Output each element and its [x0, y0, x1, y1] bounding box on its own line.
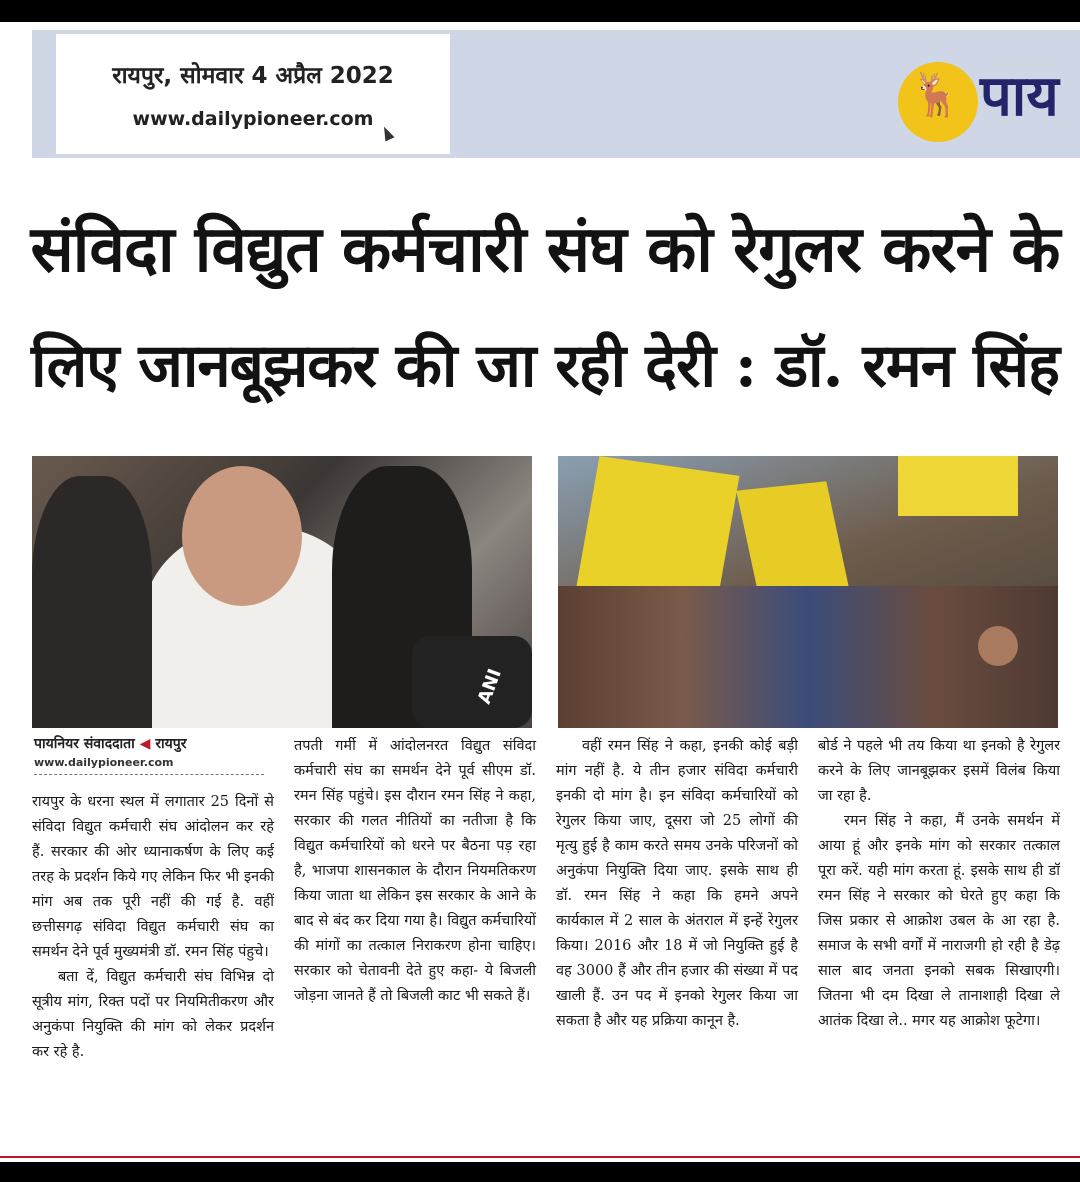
photo-microphones: [412, 636, 532, 728]
paragraph: बोर्ड ने पहले भी तय किया था इनको है रेगुलर करने के लिए जानबूझकर इसमें विलंब किया जा रहा है.: [818, 738, 1060, 804]
article-column-2: [294, 734, 536, 1009]
paragraph: तपती गर्मी में आंदोलनरत विद्युत संविदा कर्मचारी संघ का समर्थन देने पूर्व सीएम डॉ. रमन सिंह पहुंचे। इस दौरान रमन सिंह ने कहा, सरकार की गलत नीतियों का नतीजा है कि विद्युत कर्मचारियों को धरने पर बैठना पड़ रहा है, भाजपा शासनकाल के दौरान नियमतिकरण किया जाता था लेकिन इस सरकार के आने के बाद से बंद कर दिया गया है। विद्युत कर्मचारियों की मांगों का तत्काल निराकरण होना चाहिए। सरकार को चेतावनी देते हुए कहा- ये बिजली जोड़ना जानते हैं तो बिजली काट भी सकते हैं।: [294, 738, 536, 1004]
masthead-bar: [32, 30, 1080, 158]
pioneer-logo-text: पाय: [980, 64, 1059, 129]
headline-line-1: संविदा विद्युत कर्मचारी संघ को रेगुलर करने के: [30, 212, 1060, 287]
photo-figure-head: [182, 466, 302, 606]
newspaper-page: [0, 22, 1080, 1162]
masthead-date-box: [56, 34, 450, 154]
website-url: www.dailypioneer.com: [132, 108, 374, 130]
paragraph: रमन सिंह ने कहा, मैं उनके समर्थन में आया हूं और इनके मांग को सरकार तत्काल पूरा करें. यही मांग करता हूं. इसके साथ ही डॉ रमन सिंह ने सरकार को घेरते हुए कहा कि जिस प्रकार से आक्रोश उबल के आ रहा है. समाज के सभी वर्गों में नाराजगी हो रही है डेढ़ साल बाद जनता इनको सबक सिखाएगी। जितना भी दम दिखा ले तानाशाही दिखा ले आतंक दिखा ले.. मगर यह आक्रोश फूटेगा।: [818, 813, 1060, 1029]
paragraph: रायपुर के धरना स्थल में लगातार 25 दिनों से संविदा विद्युत कर्मचारी संघ आंदोलन कर रहे हैं. सरकार की ओर ध्यानाकर्षण के लिए कई तरह के प्रदर्शन किये गए लेकिन फिर भी इनकी मांग अब तक पूरी नहीं की गई है. वहीं छत्तीसगढ़ संविदा विद्युत कर्मचारी संघ का समर्थन देने पूर्व मुख्यमंत्री डॉ. रमन सिंह पंहुचे।: [32, 794, 274, 960]
paragraph: वहीं रमन सिंह ने कहा, इनकी कोई बड़ी मांग नहीं है. ये तीन हजार संविदा कर्मचारी इनकी दो मांग है। इन संविदा कर्मचारियों को रेगुलर किया जाए, दूसरा जो 25 लोगों की मृत्यु हुई है काम करते समय उनके परिजनों को अनुकंपा नियुक्ति दिया जाए. इसके साथ ही डॉ. रमन सिंह ने कहा कि हमने अपने कार्यकाल में 2 साल के अंतराल में इन्हें रेगुलर किया। 2016 और 18 में जो नियुक्ति हुई है वह 3000 हैं और तीन हजार की संख्या में पद खाली हैं. उन पद में इनको रेगुलर किया जा सकता है और यह प्रक्रिया कानून है.: [556, 738, 798, 1029]
reporter-name: पायनियर संवाददाता: [34, 736, 135, 752]
leaping-deer-icon: 🦌: [910, 70, 963, 119]
yellow-flag-2: [736, 481, 849, 600]
photo-raman-singh-press: [32, 456, 532, 728]
bottom-rule: [0, 1156, 1080, 1158]
paragraph: बता दें, विद्युत कर्मचारी संघ विभिन्न दो सूत्रीय मांग, रिक्त पदों पर नियमितीकरण और अनुकंपा नियुक्ति की मांग को लेकर प्रदर्शन कर रहे है.: [32, 969, 274, 1060]
arrow-left-icon: ◀: [139, 736, 151, 752]
byline-city: रायपुर: [155, 736, 187, 752]
ani-mic-label: ANI: [473, 666, 506, 707]
byline-url: www.dailypioneer.com: [34, 756, 174, 769]
photo-guard-1: [32, 476, 152, 728]
yellow-flag-1: [577, 456, 740, 606]
byline-divider: [34, 774, 264, 775]
date-line: रायपुर, सोमवार 4 अप्रैल 2022: [112, 63, 394, 89]
headline-line-2: लिए जानबूझकर की जा रही देरी : डॉ. रमन सिंह: [31, 331, 1059, 401]
article-column-4: [818, 734, 1060, 1034]
photo-protest-crowd: [558, 456, 1058, 728]
protester-raised-fist: [978, 626, 1018, 666]
byline: [34, 734, 186, 753]
yellow-flag-3: [898, 456, 1018, 516]
article-column-3: [556, 734, 798, 1034]
article-column-1: [32, 790, 274, 1065]
